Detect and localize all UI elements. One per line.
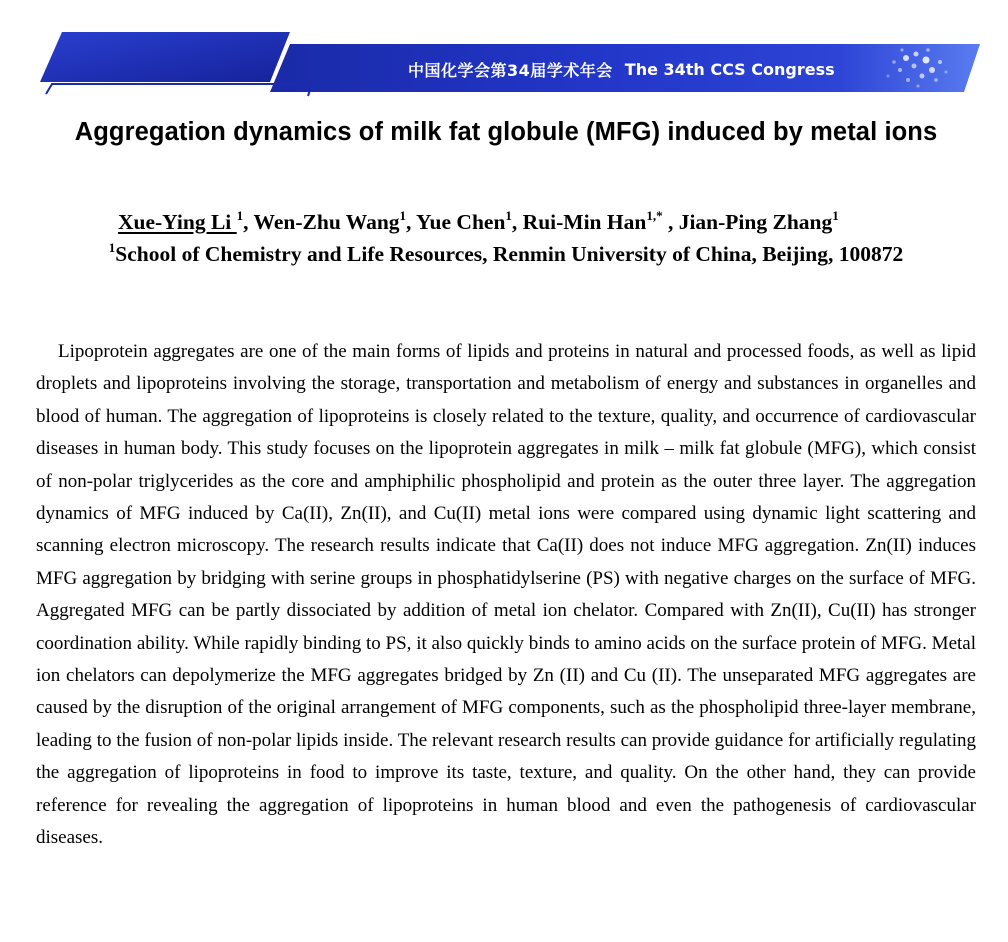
author-affil-mark: 1 (505, 208, 512, 223)
affiliation (40, 238, 972, 270)
author-name: Rui-Min Han (522, 210, 647, 234)
author-affil-mark: 1 (399, 208, 407, 223)
author-name: Jian-Ping Zhang (678, 210, 833, 234)
conference-title-english: The 34th CCS Congress (624, 59, 835, 79)
banner-graphic (0, 0, 1008, 100)
author-name-presenter: Xue-Ying Li (118, 210, 237, 234)
conference-title-chinese: 中国化学会第34届学术年会 (408, 60, 613, 80)
author-list: Xue-Ying Li $^1$, Wen-Zhu Wang$^1$, Yue Chen$^1$, Rui-Min Han$^{1,*}$ , Jian-Ping Zhang$^1$ (118, 208, 839, 234)
author-affil-mark: 1 (832, 208, 839, 223)
conference-banner (0, 0, 1008, 100)
author-block (40, 206, 972, 270)
author-name: Wen-Zhu Wang (253, 210, 400, 234)
author-affil-mark: 1 (236, 208, 244, 223)
banner-left-block (40, 32, 290, 82)
paper-title: Aggregation dynamics of milk fat globule (MFG) induced by metal ions (74, 118, 938, 146)
abstract-body: Lipoprotein aggregates are one of the main forms of lipids and proteins in natural and processed foods, as well as lipid droplets and lipoproteins involving the storage, transportation and metabolism of energy and substances in organelles and blood of human. The aggregation of lipoproteins is closely related to the texture, quality, and occurrence of cardiovascular diseases in human body. This study focuses on the lipoprotein aggregates in milk – milk fat globule (MFG), which consist of non-polar triglycerides as the core and amphiphilic phospholipid and protein as the outer three layer. The aggregation dynamics of MFG induced by Ca(II), Zn(II), and Cu(II) metal ions were compared using dynamic light scattering and scanning electron microscopy. The research results indicate that Ca(II) does not induce MFG aggregation. Zn(II) induces MFG aggregation by bridging with serine groups in phosphatidylserine (PS) with negative charges on the surface of MFG. Aggregated MFG can be partly dissociated by addition of metal ion chelator. Compared with Zn(II), Cu(II) has stronger coordination ability. While rapidly binding to PS, it also quickly binds to amino acids on the surface protein of MFG. Metal ion chelators can depolymerize the MFG aggregates bridged by Zn (II) and Cu (II). The unseparated MFG aggregates are caused by the disruption of the original arrangement of MFG components, such as the phospholipid three-layer membrane, leading to the fusion of non-polar lipids inside. The relevant research results can provide guidance for artificially regulating the aggregation of lipoproteins in food to improve its taste, texture, and quality. On the other hand, they can provide reference for revealing the aggregation of lipoproteins in human blood and even the pathogenesis of cardiovascular diseases. (36, 341, 976, 849)
author-affil-mark: 1,* (646, 208, 663, 223)
affiliation-mark: 1 (108, 240, 116, 255)
author-name: Yue Chen (416, 210, 506, 234)
banner-title (408, 56, 835, 82)
affiliation-text: School of Chemistry and Life Resources, Renmin University of China, Beijing, 100872 (115, 242, 904, 266)
